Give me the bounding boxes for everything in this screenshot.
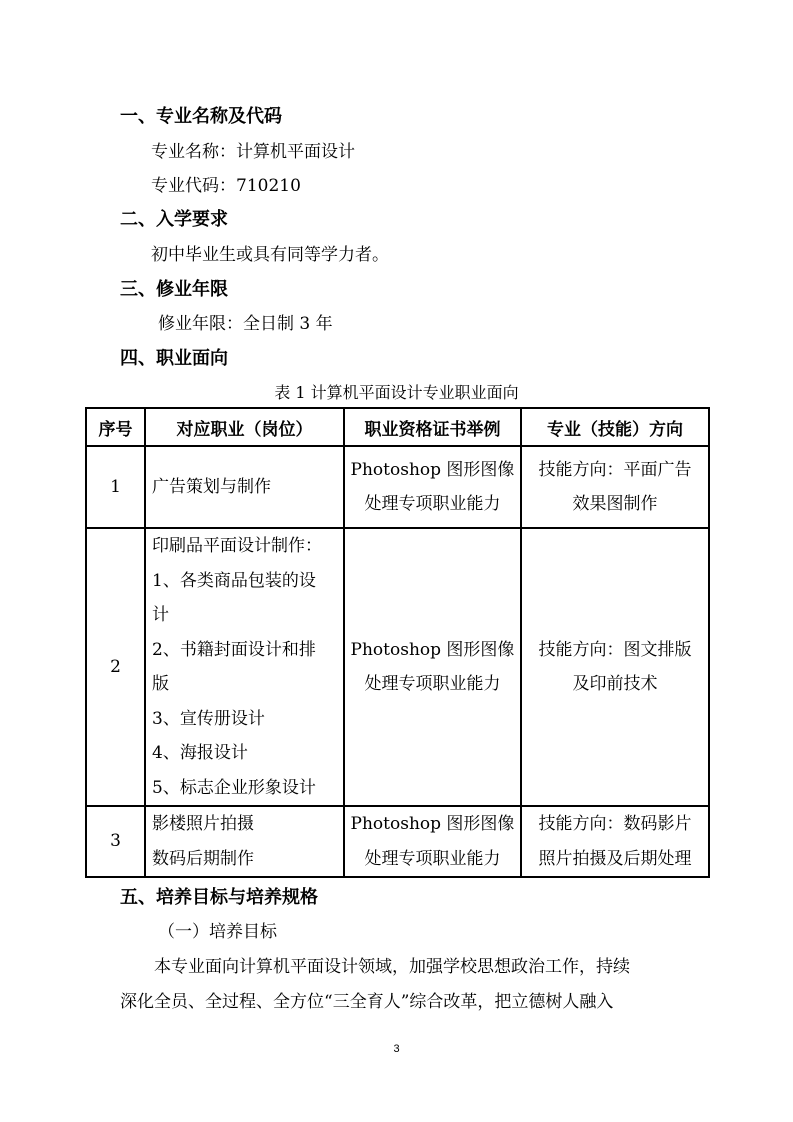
header-job: 对应职业（岗位） <box>145 408 344 446</box>
direction-line: 及印前技术 <box>572 674 658 694</box>
job-line: 印刷品平面设计制作： <box>152 536 322 556</box>
table-row <box>86 528 709 806</box>
header-number: 序号 <box>86 408 145 446</box>
duration-line: 修业年限：全日制 3 年 <box>158 314 333 334</box>
certificate-line: Photoshop 图形图像 <box>350 814 515 834</box>
job-line: 1、各类商品包装的设 <box>152 570 316 591</box>
paragraph-line: 深化全员、全过程、全方位“三全育人”综合改革，把立德树人融入 <box>120 992 614 1012</box>
certificate-line: 处理专项职业能力 <box>364 848 501 869</box>
certificate-line: Photoshop 图形图像 <box>350 639 515 660</box>
certificate-line: Photoshop 图形图像 <box>350 459 515 480</box>
job-line: 5、标志企业形象设计 <box>152 777 316 798</box>
certificate-cell <box>344 806 521 877</box>
heading-career: 四、职业面向 <box>120 348 228 369</box>
admission-line: 初中毕业生或具有同等学力者。 <box>151 245 389 265</box>
table-caption: 表 1 计算机平面设计专业职业面向 <box>274 383 519 402</box>
direction-cell <box>521 528 709 806</box>
certificate-line: 处理专项职业能力 <box>364 674 501 694</box>
page-number: 3 <box>393 1043 400 1055</box>
heading-training-goals: 五、培养目标与培养规格 <box>120 887 318 908</box>
job-line: 数码后期制作 <box>152 848 254 869</box>
direction-cell <box>521 446 709 528</box>
job-cell <box>145 806 344 877</box>
job-line: 版 <box>152 674 169 694</box>
direction-line: 技能方向：数码影片 <box>538 814 692 834</box>
direction-line: 效果图制作 <box>572 494 658 514</box>
row-number: 3 <box>86 806 145 877</box>
job-line: 4、海报设计 <box>152 743 248 763</box>
row-number: 2 <box>86 528 145 806</box>
direction-line: 照片拍摄及后期处理 <box>538 848 692 869</box>
paragraph-line: 本专业面向计算机平面设计领域，加强学校思想政治工作，持续 <box>154 957 630 977</box>
major-name-line: 专业名称：计算机平面设计 <box>151 142 355 162</box>
direction-line: 技能方向：图文排版 <box>538 639 692 660</box>
job-cell <box>145 446 344 528</box>
career-table <box>85 407 710 878</box>
header-certificate: 职业资格证书举例 <box>344 408 521 446</box>
table-header-row <box>86 408 709 446</box>
job-line: 影楼照片拍摄 <box>152 814 254 834</box>
major-code-line: 专业代码：710210 <box>151 176 301 196</box>
heading-major-name-code: 一、专业名称及代码 <box>120 106 282 127</box>
header-direction: 专业（技能）方向 <box>521 408 709 446</box>
job-line: 广告策划与制作 <box>152 476 271 497</box>
certificate-cell <box>344 446 521 528</box>
job-line: 计 <box>152 605 169 625</box>
certificate-cell <box>344 528 521 806</box>
table-row <box>86 446 709 528</box>
subheading-training-goal: （一）培养目标 <box>158 922 277 942</box>
row-number: 1 <box>86 446 145 528</box>
table-row <box>86 806 709 877</box>
direction-line: 技能方向：平面广告 <box>538 459 692 480</box>
job-line: 2、书籍封面设计和排 <box>152 639 316 660</box>
certificate-line: 处理专项职业能力 <box>364 494 501 514</box>
heading-duration: 三、修业年限 <box>120 279 228 300</box>
heading-admission: 二、入学要求 <box>120 209 228 230</box>
direction-cell <box>521 806 709 877</box>
job-line: 3、宣传册设计 <box>152 708 265 729</box>
job-cell <box>145 528 344 806</box>
